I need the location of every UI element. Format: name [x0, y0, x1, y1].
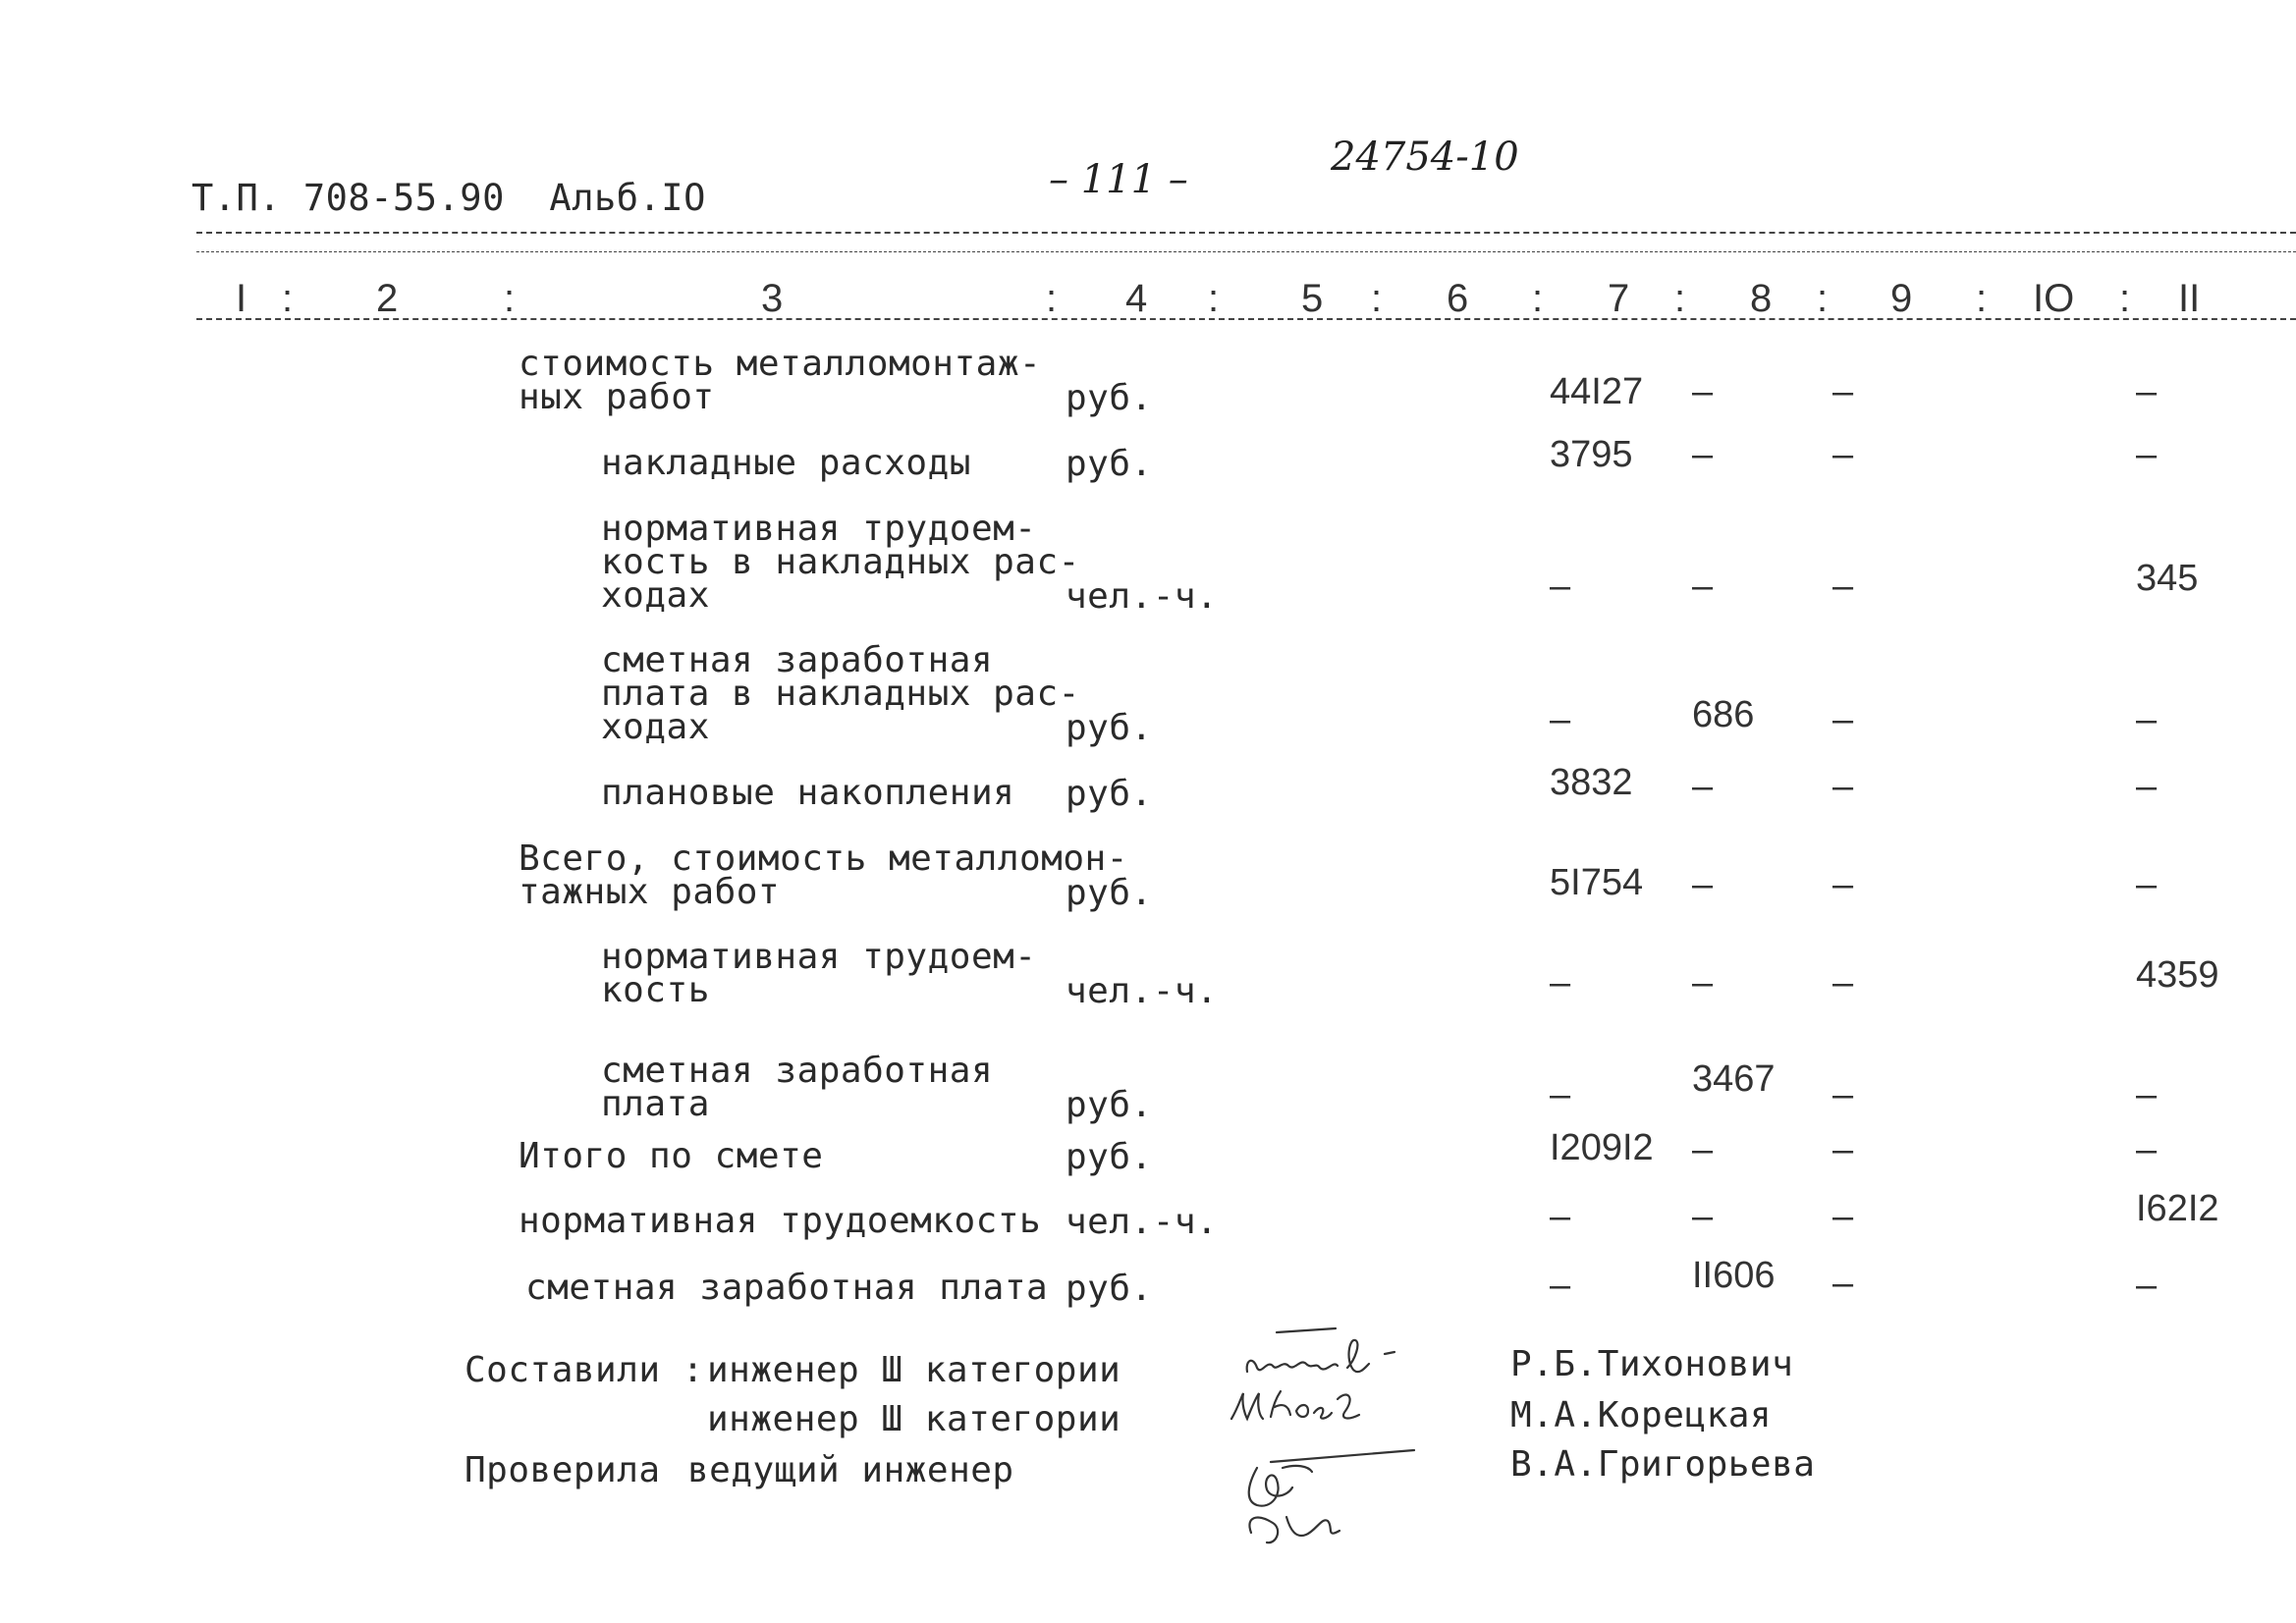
cell-col7: I209I2: [1550, 1127, 1654, 1168]
row-unit: чел.-ч.: [1066, 1202, 1219, 1242]
cell-col11: –: [2136, 1129, 2158, 1170]
col-header-1: I: [236, 277, 247, 320]
col-header-3: 3: [761, 277, 784, 320]
cell-col7: 3832: [1550, 762, 1633, 803]
signer-name-2: М.А.Корецкая: [1510, 1395, 1773, 1435]
col-sep: :: [504, 277, 516, 320]
col-header-5: 5: [1301, 277, 1324, 320]
row-description: накладные расходы: [601, 443, 971, 483]
cell-col7: –: [1550, 1074, 1571, 1115]
col-header-11: II: [2178, 277, 2201, 320]
archive-stamp-number: 24754-10: [1331, 135, 1519, 180]
col-header-4: 4: [1125, 277, 1148, 320]
role-lead-engineer: ведущий инженер: [687, 1450, 1014, 1490]
role-engineer-2: инженер Ш категории: [707, 1399, 1121, 1439]
cell-col9: –: [1832, 371, 1854, 412]
cell-col8: 3467: [1692, 1058, 1776, 1100]
col-sep: :: [1532, 277, 1544, 320]
checked-by-label: Проверила: [465, 1450, 661, 1490]
col-sep: :: [282, 277, 294, 320]
cell-col8: II606: [1692, 1255, 1776, 1296]
row-description: нормативная трудоем- кость в накладных рас- ходах: [601, 509, 1080, 616]
col-header-8: 8: [1750, 277, 1773, 320]
page-number: – 111 –: [1049, 157, 1188, 202]
col-sep: :: [1208, 277, 1220, 320]
cell-col7: 3795: [1550, 434, 1633, 475]
signer-name-3: В.А.Григорьева: [1510, 1444, 1816, 1485]
signature-2: [1231, 1391, 1359, 1419]
cell-col11: I62I2: [2136, 1188, 2219, 1229]
row-description: стоимость металломонтаж- ных работ: [519, 344, 1042, 417]
col-sep: :: [1371, 277, 1383, 320]
cell-col7: –: [1550, 962, 1571, 1003]
row-unit: руб.: [1066, 873, 1153, 913]
cell-col9: –: [1832, 766, 1854, 807]
col-header-2: 2: [376, 277, 399, 320]
cell-col11: –: [2136, 766, 2158, 807]
cell-col7: –: [1550, 699, 1571, 740]
cell-col9: –: [1832, 1074, 1854, 1115]
cell-col9: –: [1832, 962, 1854, 1003]
cell-col8: –: [1692, 434, 1714, 475]
cell-col11: 4359: [2136, 954, 2219, 996]
row-unit: чел.-ч.: [1066, 971, 1219, 1011]
row-description: сметная заработная плата в накладных рас- ходах: [601, 640, 1080, 747]
row-description: плановые накопления: [601, 773, 1015, 813]
cell-col9: –: [1832, 566, 1854, 607]
cell-col7: –: [1550, 1196, 1571, 1237]
row-unit: чел.-ч.: [1066, 576, 1219, 617]
row-unit: руб.: [1066, 378, 1153, 418]
cell-col11: –: [2136, 1074, 2158, 1115]
cell-col7: 5I754: [1550, 862, 1644, 903]
cell-col11: –: [2136, 699, 2158, 740]
row-description: сметная заработная плата: [601, 1051, 994, 1124]
role-engineer-1: инженер Ш категории: [707, 1350, 1121, 1390]
cell-col8: –: [1692, 766, 1714, 807]
col-sep: :: [1976, 277, 1988, 320]
cell-col11: –: [2136, 434, 2158, 475]
cell-col8: –: [1692, 962, 1714, 1003]
cell-col9: –: [1832, 1129, 1854, 1170]
cell-col8: –: [1692, 1196, 1714, 1237]
document-code: Т.П. 708-55.90 Альб.IO: [191, 177, 706, 219]
row-description: нормативная трудоем- кость: [601, 937, 1037, 1010]
header-rule-mid: [196, 251, 2296, 252]
cell-col7: –: [1550, 1265, 1571, 1306]
row-unit: руб.: [1066, 708, 1153, 748]
header-rule-top: [196, 232, 2296, 234]
signature-3: [1249, 1450, 1414, 1542]
col-header-6: 6: [1447, 277, 1469, 320]
cell-col11: 345: [2136, 558, 2199, 599]
cell-col8: –: [1692, 1129, 1714, 1170]
col-header-10: IO: [2033, 277, 2075, 320]
cell-col8: –: [1692, 864, 1714, 905]
cell-col9: –: [1832, 1263, 1854, 1304]
cell-col7: –: [1550, 566, 1571, 607]
cell-col8: –: [1692, 371, 1714, 412]
cell-col11: –: [2136, 371, 2158, 412]
cell-col9: –: [1832, 1196, 1854, 1237]
row-description: Итого по смете: [519, 1136, 824, 1176]
row-unit: руб.: [1066, 774, 1153, 814]
col-sep: :: [1046, 277, 1058, 320]
cell-col7: 44I27: [1550, 371, 1644, 412]
row-unit: руб.: [1066, 1085, 1153, 1125]
row-description: сметная заработная плата: [525, 1268, 1049, 1308]
signature-1: [1247, 1328, 1394, 1372]
compiled-by-label: Составили :: [465, 1350, 704, 1390]
row-unit: руб.: [1066, 444, 1153, 484]
signer-name-1: Р.Б.Тихонович: [1510, 1344, 1794, 1384]
col-sep: :: [1674, 277, 1686, 320]
cell-col8: 686: [1692, 694, 1755, 735]
row-unit: руб.: [1066, 1269, 1153, 1309]
row-description: Всего, стоимость металломон- тажных работ: [519, 839, 1128, 912]
cell-col8: –: [1692, 566, 1714, 607]
cell-col11: –: [2136, 864, 2158, 905]
col-header-7: 7: [1608, 277, 1630, 320]
cell-col9: –: [1832, 699, 1854, 740]
row-unit: руб.: [1066, 1137, 1153, 1177]
col-sep: :: [2119, 277, 2131, 320]
row-description: нормативная трудоемкость: [519, 1201, 1042, 1241]
cell-col9: –: [1832, 864, 1854, 905]
cell-col9: –: [1832, 434, 1854, 475]
cell-col11: –: [2136, 1265, 2158, 1306]
handwritten-signatures: [1218, 1321, 1473, 1556]
col-sep: :: [1817, 277, 1829, 320]
col-header-9: 9: [1890, 277, 1913, 320]
